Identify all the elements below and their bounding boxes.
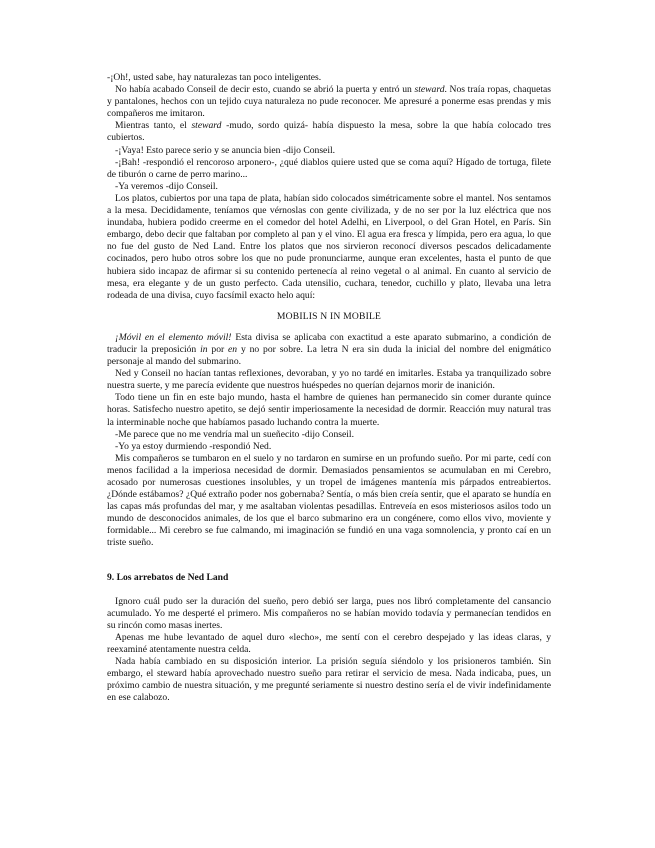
paragraph: Ned y Conseil no hacían tantas reflexiones, devoraban, y yo no tardé en imitarles. Estaba ya tranquilizado sobre nuestra suerte, y me parecía evidente que nuestros huéspedes no querían dejarnos morir de inanición. [107,368,551,392]
paragraph: -Ya veremos -dijo Conseil. [115,180,218,192]
text-run: por [207,343,229,355]
text-run: Mientras tanto, el [115,120,192,132]
paragraph [107,84,551,120]
italic-text: steward [414,84,445,96]
paragraph: Nada había cambiado en su disposición interior. La prisión seguía siéndolo y los prisioneros también. Sin embargo, el steward había aprovechado nuestro sueño para retirar el servicio de mesa. Nada indicaba, pues, un próximo cambio de nuestra situación, y me pregunté seriamente si nuestro destino sería el de vivir indefinidamente en ese calabozo. [107,656,551,704]
text-run: No había acabado Conseil de decir esto, cuando se abrió la puerta y entró un [115,84,415,96]
paragraph [107,120,551,144]
text-block-1 [107,72,551,302]
paragraph: Ignoro cuál pudo ser la duración del sueño, pero debió ser larga, pues nos libró completamente del cansancio acumulado. Yo me desperté el primero. Mis compañeros no se habían movido todavía y permanecían tendidos en su rincón como masas inertes. [107,595,551,631]
chapter-title: 9. Los arrebatos de Ned Land [107,571,229,583]
text-run: . Nos traía ropas, chaquetas y pantalones, hechos con un tejido cuya naturaleza no pude reconocer. Me apresuré a ponerme esas prendas y mis compañeros me imitaron. [107,84,551,120]
paragraph: -¡Vaya! Esto parece serio y se anuncia bien -dijo Conseil. [115,144,336,156]
italic-text: ¡Móvil en el elemento móvil! [115,331,232,343]
paragraph: -¡Bah! -respondió el rencoroso arponero-, ¿qué diablos quiere usted que se coma aquí? Hígado de tortuga, filete de tiburón o carne de perro marino... [107,156,551,180]
document-page [107,72,551,705]
italic-text: in [200,343,208,355]
paragraph: -Me parece que no me vendría mal un sueñecito -dijo Conseil. [115,428,354,440]
text-block-2 [107,332,551,550]
text-run: Esta divisa se aplicaba con exactitud a este aparato submarino, a condición de traducir la preposición [107,331,551,355]
italic-text: steward [191,120,222,132]
paragraph: -¡Oh!, usted sabe, hay naturalezas tan poco inteligentes. [107,72,322,83]
motto-line: MOBILIS N IN MOBILE [276,310,382,322]
paragraph [107,332,551,368]
italic-text: en [228,343,238,355]
paragraph: -Yo ya estoy durmiendo -respondió Ned. [115,440,272,452]
paragraph: Apenas me hube levantado de aquel duro «lecho», me sentí con el cerebro despejado y las ideas claras, y reexaminé atentamente nuestra celda. [107,631,551,656]
paragraph: Todo tiene un fin en este bajo mundo, hasta el hambre de quienes han permanecido sin comer durante quince horas. Satisfecho nuestro apetito, se dejó sentir imperiosamente la necesidad de dormir. Reacción muy natural tras la interminable noche que habíamos pasado luchando contra la muerte. [107,392,551,428]
paragraph: Los platos, cubiertos por una tapa de plata, habían sido colocados simétricamente sobre el mantel. Nos sentamos a la mesa. Decididamente, teníamos que vérnoslas con gente civilizada, y de no ser por la luz eléctrica que nos inundaba, hubiera podido creerme en el comedor del hotel Adelhi, en Liverpool, o del Gran Hotel, en París. Sin embargo, debo decir que faltaban por completo al pan y el vino. El agua era fresca y límpida, pero era agua, lo que no fue del gusto de Ned Land. Entre los platos que nos sirvieron reconocí diversos pescados delicadamente cocinados, pero hubo otros sobre los que no pude pronunciarme, aunque eran excelentes, hasta el punto de que hubiera sido incapaz de afirmar si su contenido pertenecía al reino vegetal o al animal. En cuanto al servicio de mesa, era elegante y de un gusto perfecto. Cada utensilio, cuchara, tenedor, cuchillo y plato, llevaba una letra rodeada de una divisa, cuyo facsímil exacto helo aquí: [107,192,551,301]
text-run: -mudo, sordo quizá- había dispuesto la mesa, sobre la que había colocado tres cubiertos. [107,120,551,144]
paragraph: Mis compañeros se tumbaron en el suelo y no tardaron en sumirse en un profundo sueño. Por mi parte, cedí con menos facilidad a la imperiosa necesidad de dormir. Demasiados pensamientos se acumulaban en mi Cerebro, acosado por numerosas cuestiones insolubles, y un tropel de imágenes mantenía mis párpados entreabiertos. ¿Dónde estábamos? ¿Qué extraño poder nos gobernaba? Sentía, o más bien creía sentir, que el aparato se hundía en las capas más profundas del mar, y me asaltaban violentas pesadillas. Entreveía en esos misteriosos asilos todo un mundo de desconocidos animales, de los que el barco submarino era un congénere, como ellos vivo, moviente y formidable... Mi cerebro se fue calmando, mi imaginación se fundió en una vaga somnolencia, y pronto caí en un triste sueño. [107,452,551,549]
text-block-3 [107,596,551,705]
text-run: y no por sobre. La letra N era sin duda la inicial del nombre del enigmático personaje al mando del submarino. [107,343,551,368]
